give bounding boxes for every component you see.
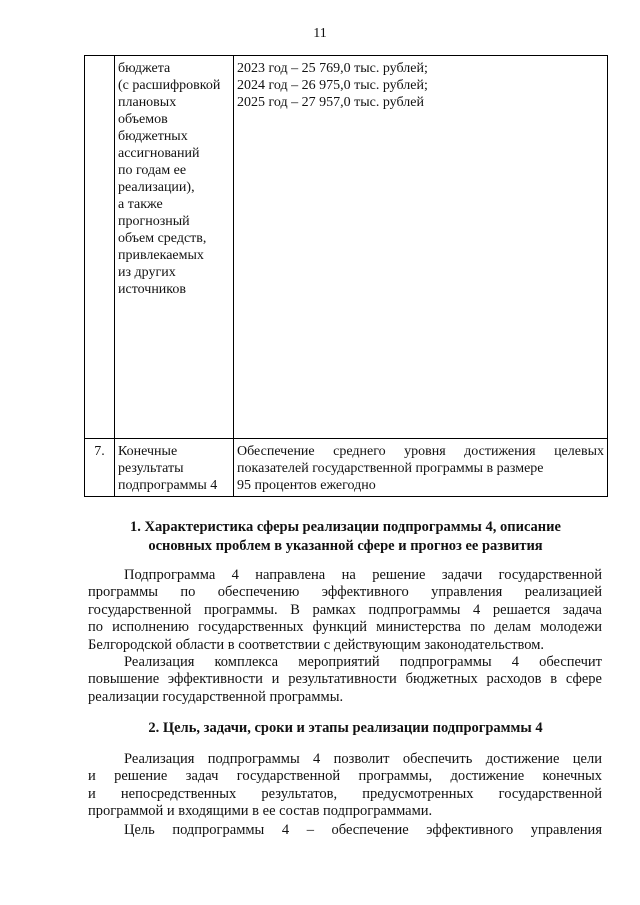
table-row xyxy=(85,439,608,497)
section-2-paragraph-1: Реализация подпрограммы 4 позволит обеспечить достижение цели и решение задач государственной программы, достижение конечных и непосредственных результатов, предусмотренных государственной программой и входящими в ее состав подпрограммами. xyxy=(88,751,602,820)
page-number: 11 xyxy=(313,26,327,41)
section-1-paragraph-1: Подпрограмма 4 направлена на решение задачи государственной программы по обеспечению эффективного управления реализацией государственной программы. В рамках подпрограммы 4 решается задача по исполнению государственных функций министерства по делам молодежи Белгородской области в соответствии с действующим законодательством. xyxy=(88,567,602,653)
section-1-heading: 1. Характеристика сферы реализации подпрограммы 4, описание основных проблем в указанной сфере и прогноз ее развития xyxy=(130,519,561,554)
row-label-cell: Конечные результаты подпрограммы 4 xyxy=(115,439,234,497)
row-number-cell: 7. xyxy=(85,439,115,497)
row-value-cell: 2023 год – 25 769,0 тыс. рублей; 2024 год – 26 975,0 тыс. рублей; 2025 год – 27 957,0 тыс. рублей xyxy=(234,56,608,439)
table-row xyxy=(85,56,608,439)
row-label-cell: бюджета (с расшифровкой плановых объемов бюджетных ассигнований по годам ее реализации), а также прогнозный объем средств, привлекаемых из других источников xyxy=(115,56,234,439)
passport-table xyxy=(84,55,608,497)
row-number-cell xyxy=(85,56,115,439)
section-2-heading: 2. Цель, задачи, сроки и этапы реализации подпрограммы 4 xyxy=(148,720,543,736)
row-value-cell: Обеспечение среднего уровня достижения целевых показателей государственной программы в размере 95 процентов ежегодно xyxy=(234,439,608,497)
section-2-paragraph-2: Цель подпрограммы 4 – обеспечение эффективного управления xyxy=(124,822,602,838)
section-1-paragraph-2: Реализация комплекса мероприятий подпрограммы 4 обеспечит повышение эффективности и результативности бюджетных расходов в сфере реализации государственной программы. xyxy=(88,654,602,705)
